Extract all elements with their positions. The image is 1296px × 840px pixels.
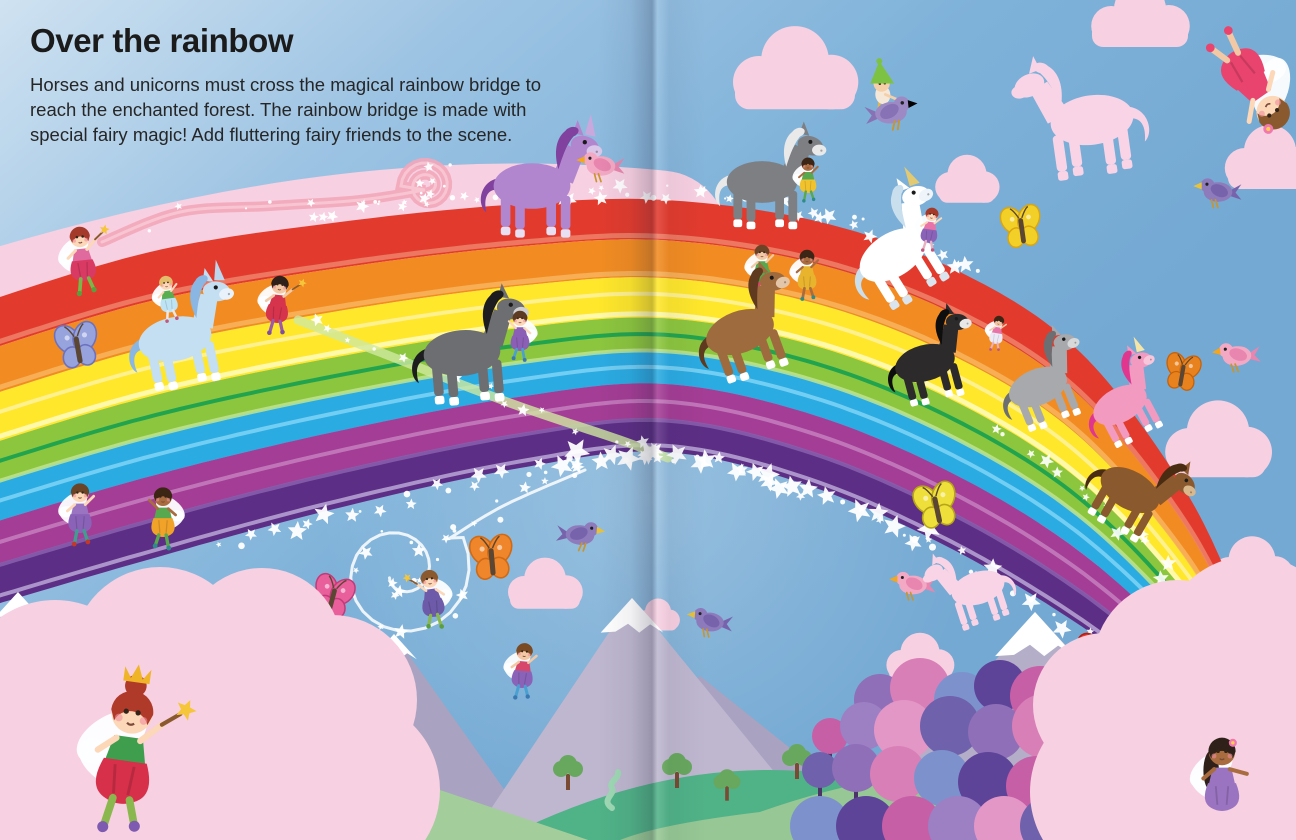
page-title: Over the rainbow [30,22,294,59]
sky-cloud [1091,0,1190,47]
page-intro: Horses and unicorns must cross the magical rainbow bridge to reach the enchanted forest. The rainbow bridge is made with special fairy magic! Add fluttering fairy friends to the scene. [30,74,542,145]
